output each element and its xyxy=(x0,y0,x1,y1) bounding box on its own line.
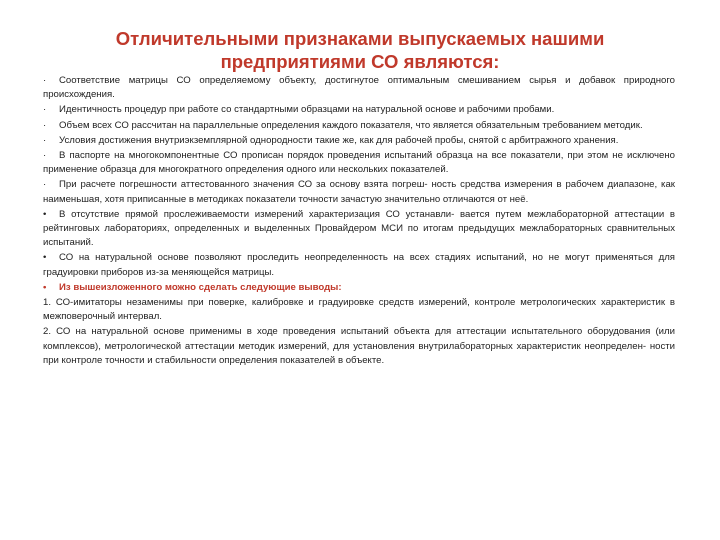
paragraph xyxy=(43,178,675,206)
paragraph xyxy=(43,149,675,177)
bullet-marker: · xyxy=(43,75,47,86)
paragraph-text: СО на натуральной основе позволяют проследить неопределенность на всех стадиях испытаний, но не могут применяться для градуировки приборов из-за меняющейся матрицы. xyxy=(43,252,675,278)
slide-title: Отличительными признаками выпускаемых нашими предприятиями СО являются: xyxy=(115,28,605,72)
paragraph xyxy=(43,134,675,148)
paragraph-text: В отсутствие прямой прослеживаемости измерений характеризация СО устанавли- вается путем межлабораторной аттестации в рейтинговых лабораториях, определенных и выделенных Провайдером МСИ по итогам предыдущих межлабораторных сравнительных испытаний. xyxy=(43,208,675,249)
paragraph-text: Идентичность процедур при работе со стандартными образцами на натуральной основе и рабочими пробами. xyxy=(59,104,555,116)
slide-content xyxy=(43,74,675,369)
paragraph-text: Из вышеизложенного можно сделать следующие выводы: xyxy=(59,281,342,293)
bullet-marker: • xyxy=(43,252,47,264)
paragraph-text: Условия достижения внутриэкземплярной однородности такие же, как для рабочей пробы, снятой с арбитражного хранения. xyxy=(59,134,619,146)
bullet-marker: · xyxy=(43,134,47,146)
paragraph xyxy=(43,296,675,324)
paragraph xyxy=(43,325,675,368)
paragraph-text: При расчете погрешности аттестованного значения СО за основу взята погреш- ность средства измерения в рабочем диапазоне, как наименьшая, хотя приписанные в методиках показатели точности зачастую значительно отличаются от неё. xyxy=(43,179,675,205)
bullet-marker: • xyxy=(43,208,47,220)
paragraph xyxy=(43,103,675,117)
paragraph-text: 2. СО на натуральной основе применимы в ходе проведения испытаний объекта для аттестации испытательного оборудования (или комплексов), метрологической аттестации методик измерений, для установления внутрилабораторных характеристик неопределен- ности при контроле точности и стабильности определения показателей в объекте. xyxy=(43,326,675,366)
conclusion-heading xyxy=(43,281,675,295)
bullet-marker: · xyxy=(43,104,47,116)
paragraph xyxy=(43,119,675,133)
paragraph-text: Соответствие матрицы СО определяемому объекту, достигнутое оптимальным смешиванием сырья и добавок природного происхождения. xyxy=(43,75,675,101)
bullet-marker: • xyxy=(43,281,47,293)
paragraph xyxy=(43,251,675,279)
paragraph xyxy=(43,74,675,102)
paragraph-text: В паспорте на многокомпонентные СО прописан порядок проведения испытаний образца на все показатели, при этом не исключено применение образца для многократного определения одного или нескольких показателей. xyxy=(43,150,675,176)
bullet-marker: · xyxy=(43,179,47,191)
paragraph-text: 1. СО-имитаторы незаменимы при поверке, калибровке и градуировке средств измерений, контроле метрологических характеристик в межповерочный интервал. xyxy=(43,297,675,323)
bullet-marker: · xyxy=(43,119,47,131)
paragraph-text: Объем всех СО рассчитан на параллельные определения каждого показателя, что является обязательным требованием методик. xyxy=(59,119,643,131)
bullet-marker: · xyxy=(43,150,47,162)
paragraph xyxy=(43,208,675,251)
